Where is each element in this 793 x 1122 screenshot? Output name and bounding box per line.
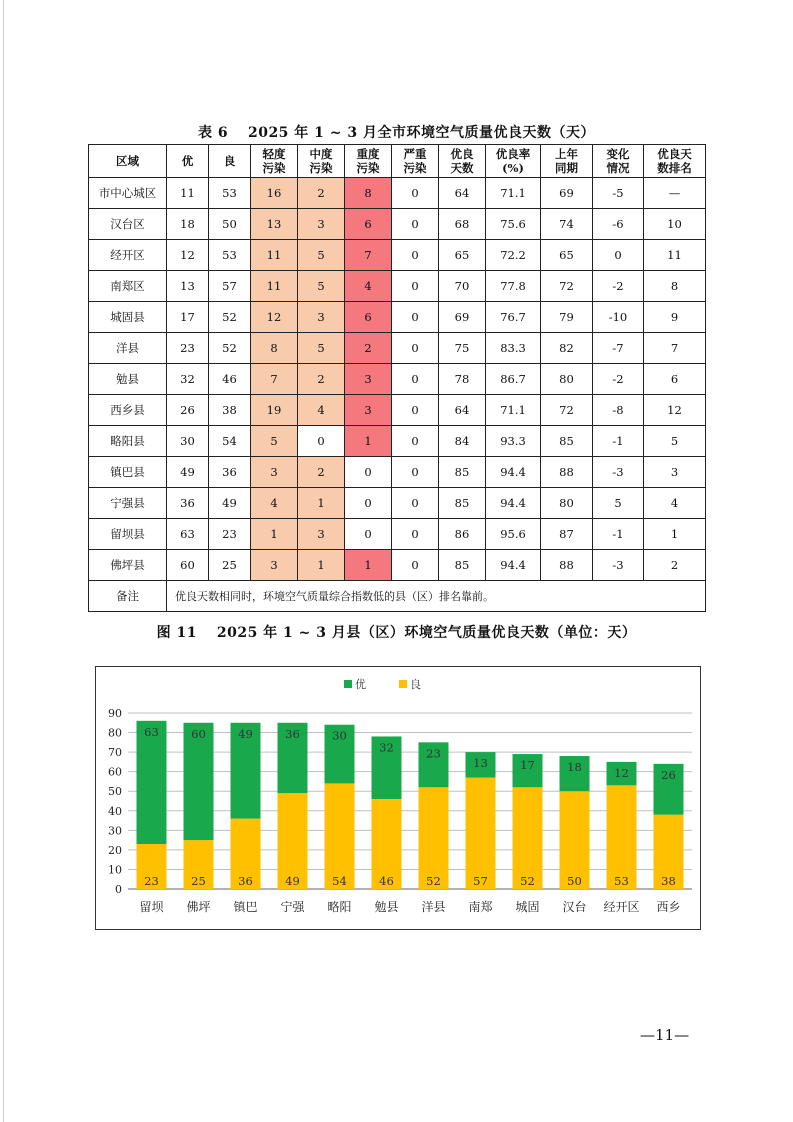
table-cell: 38 xyxy=(209,395,251,426)
table-cell: 72 xyxy=(541,395,593,426)
region-cell: 市中心城区 xyxy=(89,178,167,209)
table-cell: 26 xyxy=(167,395,209,426)
column-header xyxy=(486,145,541,178)
table-row xyxy=(89,395,706,426)
table-cell: 80 xyxy=(541,488,593,519)
table-cell: 1 xyxy=(298,488,345,519)
column-header xyxy=(541,145,593,178)
table-cell: — xyxy=(644,178,706,209)
table-cell: 95.6 xyxy=(486,519,541,550)
table-cell: 0 xyxy=(345,488,392,519)
region-cell: 留坝县 xyxy=(89,519,167,550)
column-header-text: 污染 xyxy=(403,161,427,175)
table-cell: 23 xyxy=(167,333,209,364)
table-row xyxy=(89,209,706,240)
air-quality-table xyxy=(88,144,706,612)
table-cell: -3 xyxy=(593,550,644,581)
table-cell: 63 xyxy=(167,519,209,550)
column-header xyxy=(345,145,392,178)
table-cell: -3 xyxy=(593,457,644,488)
y-tick-label: 30 xyxy=(108,824,122,838)
table-cell: 5 xyxy=(644,426,706,457)
data-label-liang: 50 xyxy=(567,874,582,888)
column-header-text: 优良天 xyxy=(657,147,692,161)
data-label-you: 12 xyxy=(614,765,629,780)
table-cell: 76.7 xyxy=(486,302,541,333)
y-tick-label: 0 xyxy=(115,883,122,896)
table-cell: 10 xyxy=(644,209,706,240)
table-cell: 69 xyxy=(541,178,593,209)
table-cell: 0 xyxy=(392,395,439,426)
x-tick-label: 洋县 xyxy=(421,900,446,914)
page-edge-rule xyxy=(3,0,4,1122)
table-cell: 3 xyxy=(251,457,298,488)
table-cell: 4 xyxy=(251,488,298,519)
data-label-liang: 52 xyxy=(520,874,535,888)
table-cell: 6 xyxy=(345,302,392,333)
bar-you xyxy=(137,721,167,844)
table-cell: 72 xyxy=(541,271,593,302)
table-cell: 12 xyxy=(644,395,706,426)
note-row xyxy=(89,581,706,612)
table-cell: 1 xyxy=(345,426,392,457)
table-cell: 94.4 xyxy=(486,488,541,519)
column-header-text: 轻度 xyxy=(262,147,286,161)
table-cell: 49 xyxy=(209,488,251,519)
table-title: 表 6 2025 年 1 ~ 3 月全市环境空气质量优良天数（天） xyxy=(197,125,596,141)
table-cell: 80 xyxy=(541,364,593,395)
table-cell: 1 xyxy=(298,550,345,581)
data-label-you: 13 xyxy=(473,756,488,771)
table-cell: 1 xyxy=(251,519,298,550)
y-tick-label: 80 xyxy=(108,726,122,740)
region-cell: 城固县 xyxy=(89,302,167,333)
data-label-you: 63 xyxy=(144,724,159,739)
x-tick-label: 勉县 xyxy=(374,900,399,914)
table-cell: 3 xyxy=(298,519,345,550)
region-cell: 洋县 xyxy=(89,333,167,364)
x-tick-label: 城固 xyxy=(515,900,540,914)
data-label-you: 17 xyxy=(520,758,535,773)
table-cell: 0 xyxy=(392,271,439,302)
column-header-text: 污染 xyxy=(356,161,380,175)
column-header-text: 上年 xyxy=(555,147,578,161)
data-label-liang: 49 xyxy=(285,874,300,888)
data-label-you: 36 xyxy=(285,726,300,741)
data-label-you: 32 xyxy=(379,740,394,755)
table-cell: 5 xyxy=(251,426,298,457)
column-header-text: 天数 xyxy=(450,161,474,175)
table-cell: 3 xyxy=(298,209,345,240)
data-label-you: 18 xyxy=(567,760,582,775)
table-cell: 78 xyxy=(439,364,486,395)
table-cell: 11 xyxy=(251,271,298,302)
table-cell: 64 xyxy=(439,178,486,209)
region-cell: 佛坪县 xyxy=(89,550,167,581)
y-tick-label: 60 xyxy=(108,765,122,779)
table-cell: 0 xyxy=(298,426,345,457)
table-cell: 3 xyxy=(251,550,298,581)
data-label-you: 26 xyxy=(661,767,676,782)
table-cell: 86 xyxy=(439,519,486,550)
data-label-liang: 57 xyxy=(473,874,488,888)
table-cell: 12 xyxy=(251,302,298,333)
table-cell: 5 xyxy=(298,333,345,364)
region-cell: 西乡县 xyxy=(89,395,167,426)
column-header-text: 变化 xyxy=(606,147,630,161)
table-cell: 93.3 xyxy=(486,426,541,457)
table-cell: 0 xyxy=(392,426,439,457)
table-cell: 2 xyxy=(298,457,345,488)
table-row xyxy=(89,240,706,271)
table-cell: 77.8 xyxy=(486,271,541,302)
table-cell: 0 xyxy=(392,209,439,240)
legend-label: 良 xyxy=(410,678,421,691)
legend-swatch xyxy=(344,680,352,688)
page-number: —11— xyxy=(640,1026,690,1044)
note-text: 优良天数相同时，环境空气质量综合指数低的县（区）排名靠前。 xyxy=(167,581,706,612)
table-cell: -7 xyxy=(593,333,644,364)
table-cell: -1 xyxy=(593,519,644,550)
table-cell: 82 xyxy=(541,333,593,364)
table-row xyxy=(89,333,706,364)
table-cell: 57 xyxy=(209,271,251,302)
table-cell: 19 xyxy=(251,395,298,426)
table-cell: 0 xyxy=(392,178,439,209)
table-cell: 94.4 xyxy=(486,457,541,488)
column-header-text: 情况 xyxy=(606,161,630,175)
column-header xyxy=(644,145,706,178)
table-cell: 0 xyxy=(392,302,439,333)
data-label-you: 49 xyxy=(238,726,253,741)
table-cell: 30 xyxy=(167,426,209,457)
table-cell: 71.1 xyxy=(486,395,541,426)
data-label-liang: 38 xyxy=(661,874,676,888)
table-cell: 4 xyxy=(644,488,706,519)
table-cell: 0 xyxy=(392,457,439,488)
table-cell: 65 xyxy=(439,240,486,271)
table-cell: 0 xyxy=(392,488,439,519)
region-cell: 镇巴县 xyxy=(89,457,167,488)
table-cell: 69 xyxy=(439,302,486,333)
table-cell: 0 xyxy=(392,519,439,550)
table-cell: 3 xyxy=(345,395,392,426)
data-label-you: 60 xyxy=(191,726,206,741)
column-header xyxy=(439,145,486,178)
table-cell: 13 xyxy=(167,271,209,302)
table-cell: 86.7 xyxy=(486,364,541,395)
table-cell: -2 xyxy=(593,271,644,302)
column-header-text: 良 xyxy=(223,154,236,168)
table-cell: 50 xyxy=(209,209,251,240)
table-cell: 8 xyxy=(644,271,706,302)
table-cell: 88 xyxy=(541,550,593,581)
data-label-liang: 53 xyxy=(614,874,629,888)
table-cell: -2 xyxy=(593,364,644,395)
table-cell: 68 xyxy=(439,209,486,240)
y-tick-label: 20 xyxy=(108,843,122,857)
figure-title: 图 11 2025 年 1 ~ 3 月县（区）环境空气质量优良天数（单位：天） xyxy=(156,625,637,641)
column-header xyxy=(298,145,345,178)
bar-liang xyxy=(466,778,496,889)
table-cell: 60 xyxy=(167,550,209,581)
table-cell: 9 xyxy=(644,302,706,333)
table-cell: -1 xyxy=(593,426,644,457)
region-cell: 略阳县 xyxy=(89,426,167,457)
region-cell: 经开区 xyxy=(89,240,167,271)
table-row xyxy=(89,426,706,457)
table-cell: 75.6 xyxy=(486,209,541,240)
column-header-text: 优良 xyxy=(450,147,474,161)
table-cell: 0 xyxy=(345,519,392,550)
table-cell: 2 xyxy=(298,178,345,209)
table-cell: -5 xyxy=(593,178,644,209)
column-header-text: 重度 xyxy=(356,147,380,161)
table-cell: 74 xyxy=(541,209,593,240)
table-cell: 71.1 xyxy=(486,178,541,209)
column-header-text: 数排名 xyxy=(657,161,692,175)
table-cell: 11 xyxy=(167,178,209,209)
legend-label: 优 xyxy=(355,678,366,691)
table-cell: 6 xyxy=(345,209,392,240)
table-cell: 85 xyxy=(439,457,486,488)
region-cell: 汉台区 xyxy=(89,209,167,240)
y-tick-label: 90 xyxy=(108,707,122,720)
table-cell: 8 xyxy=(345,178,392,209)
table-cell: 3 xyxy=(644,457,706,488)
y-tick-label: 50 xyxy=(108,785,122,799)
x-tick-label: 宁强 xyxy=(280,900,305,914)
table-row xyxy=(89,364,706,395)
table-cell: 13 xyxy=(251,209,298,240)
table-cell: 85 xyxy=(439,550,486,581)
table-cell: 1 xyxy=(345,550,392,581)
table-cell: 16 xyxy=(251,178,298,209)
column-header-text: 优 xyxy=(181,154,194,168)
table-cell: 52 xyxy=(209,333,251,364)
column-header-text: 区域 xyxy=(116,154,139,168)
column-header xyxy=(167,145,209,178)
table-cell: 65 xyxy=(541,240,593,271)
column-header xyxy=(392,145,439,178)
table-cell: 0 xyxy=(345,457,392,488)
y-tick-label: 40 xyxy=(108,804,122,818)
table-cell: 4 xyxy=(345,271,392,302)
table-cell: 2 xyxy=(345,333,392,364)
column-header-text: 同期 xyxy=(555,161,578,175)
table-cell: 6 xyxy=(644,364,706,395)
table-cell: 53 xyxy=(209,178,251,209)
table-cell: 79 xyxy=(541,302,593,333)
column-header-text: 污染 xyxy=(309,161,333,175)
table-cell: 54 xyxy=(209,426,251,457)
table-cell: 70 xyxy=(439,271,486,302)
table-cell: 7 xyxy=(251,364,298,395)
x-tick-label: 佛坪 xyxy=(186,900,211,914)
column-header xyxy=(593,145,644,178)
table-row xyxy=(89,519,706,550)
x-tick-label: 南郑 xyxy=(468,900,493,914)
column-header xyxy=(89,145,167,178)
table-cell: 7 xyxy=(345,240,392,271)
table-cell: 2 xyxy=(298,364,345,395)
table-cell: 0 xyxy=(392,550,439,581)
table-cell: 3 xyxy=(345,364,392,395)
table-cell: -8 xyxy=(593,395,644,426)
note-label: 备注 xyxy=(89,581,167,612)
table-cell: 7 xyxy=(644,333,706,364)
table-cell: 5 xyxy=(298,271,345,302)
table-cell: 11 xyxy=(251,240,298,271)
column-header-text: 严重 xyxy=(403,147,427,161)
data-label-liang: 36 xyxy=(238,874,253,888)
table-row xyxy=(89,178,706,209)
table-cell: 64 xyxy=(439,395,486,426)
table-cell: 0 xyxy=(392,364,439,395)
table-cell: 0 xyxy=(593,240,644,271)
table-cell: 85 xyxy=(439,488,486,519)
table-row xyxy=(89,550,706,581)
data-label-liang: 52 xyxy=(426,874,441,888)
table-cell: 5 xyxy=(593,488,644,519)
table-cell: 87 xyxy=(541,519,593,550)
x-tick-label: 镇巴 xyxy=(233,900,258,914)
table-row xyxy=(89,488,706,519)
table-cell: -6 xyxy=(593,209,644,240)
table-cell: 11 xyxy=(644,240,706,271)
table-cell: 12 xyxy=(167,240,209,271)
table-cell: 84 xyxy=(439,426,486,457)
x-tick-label: 西乡 xyxy=(656,900,681,914)
x-tick-label: 汉台 xyxy=(562,900,587,914)
legend-swatch xyxy=(399,680,407,688)
table-cell: 8 xyxy=(251,333,298,364)
table-cell: 83.3 xyxy=(486,333,541,364)
column-header-text: (%) xyxy=(502,161,524,175)
region-cell: 勉县 xyxy=(89,364,167,395)
column-header xyxy=(251,145,298,178)
table-row xyxy=(89,457,706,488)
table-cell: 36 xyxy=(167,488,209,519)
table-cell: 52 xyxy=(209,302,251,333)
table-cell: 4 xyxy=(298,395,345,426)
table-cell: 2 xyxy=(644,550,706,581)
table-cell: -10 xyxy=(593,302,644,333)
y-tick-label: 70 xyxy=(108,746,122,760)
table-cell: 0 xyxy=(392,240,439,271)
stacked-bar-chart xyxy=(96,667,700,929)
table-cell: 75 xyxy=(439,333,486,364)
table-cell: 53 xyxy=(209,240,251,271)
column-header-text: 中度 xyxy=(309,147,333,161)
y-tick-label: 10 xyxy=(108,863,122,877)
table-cell: 0 xyxy=(392,333,439,364)
column-header-text: 污染 xyxy=(262,161,286,175)
region-cell: 南郑区 xyxy=(89,271,167,302)
table-cell: 1 xyxy=(644,519,706,550)
x-tick-label: 略阳 xyxy=(327,900,352,914)
table-cell: 85 xyxy=(541,426,593,457)
data-label-liang: 23 xyxy=(144,874,159,888)
table-cell: 46 xyxy=(209,364,251,395)
data-label-liang: 46 xyxy=(379,874,394,888)
table-cell: 3 xyxy=(298,302,345,333)
region-cell: 宁强县 xyxy=(89,488,167,519)
column-header xyxy=(209,145,251,178)
table-cell: 23 xyxy=(209,519,251,550)
table-cell: 72.2 xyxy=(486,240,541,271)
chart-frame xyxy=(95,666,701,930)
table-cell: 18 xyxy=(167,209,209,240)
table-cell: 36 xyxy=(209,457,251,488)
table-cell: 94.4 xyxy=(486,550,541,581)
table-row xyxy=(89,271,706,302)
data-label-you: 23 xyxy=(426,746,441,761)
table-header-row xyxy=(89,145,706,178)
x-tick-label: 留坝 xyxy=(139,900,164,914)
x-tick-label: 经开区 xyxy=(603,900,640,914)
table-cell: 5 xyxy=(298,240,345,271)
column-header-text: 优良率 xyxy=(495,147,531,161)
table-row xyxy=(89,302,706,333)
table-cell: 49 xyxy=(167,457,209,488)
table-cell: 17 xyxy=(167,302,209,333)
data-label-liang: 25 xyxy=(191,874,206,888)
table-cell: 25 xyxy=(209,550,251,581)
data-label-liang: 54 xyxy=(332,874,347,888)
table-cell: 32 xyxy=(167,364,209,395)
data-label-you: 30 xyxy=(332,728,347,743)
table-cell: 88 xyxy=(541,457,593,488)
